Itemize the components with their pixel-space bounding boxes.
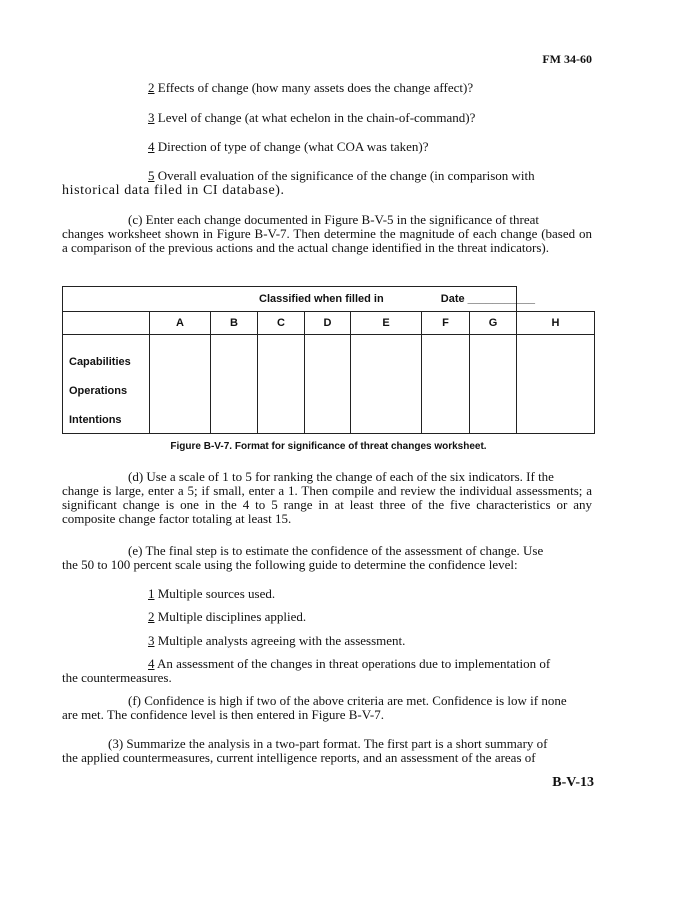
row-label-capabilities: Capabilities xyxy=(69,356,131,368)
significance-worksheet xyxy=(62,286,595,434)
item-text: Direction of type of change (what COA was taken)? xyxy=(157,139,429,154)
date-label: Date ___________ xyxy=(440,293,535,305)
page-number: B-V-13 xyxy=(552,775,594,790)
para-e-first-line: (e) The final step is to estimate the confidence of the assessment of change. Use xyxy=(128,543,544,558)
entry-cell xyxy=(258,335,305,434)
item-number: 3 xyxy=(148,633,155,648)
column-header: D xyxy=(305,312,351,335)
item-text: An assessment of the changes in threat operations due to implementation of xyxy=(157,656,551,671)
item-number: 2 xyxy=(148,80,155,95)
item-number: 4 xyxy=(148,139,155,154)
item-text: Multiple sources used. xyxy=(157,586,276,601)
list-item xyxy=(148,168,535,184)
figure-caption: Figure B-V-7. Format for significance of threat changes worksheet. xyxy=(170,441,487,452)
item-number: 1 xyxy=(148,586,155,601)
item-text: Level of change (at what echelon in the chain-of-command)? xyxy=(157,110,476,125)
list-item xyxy=(148,80,473,96)
para-d-first-line: (d) Use a scale of 1 to 5 for ranking the change of each of the six indicators. If the xyxy=(128,469,554,484)
list-item xyxy=(148,656,550,672)
column-header: B xyxy=(211,312,258,335)
manual-number: FM 34-60 xyxy=(542,52,592,66)
item-continuation: the countermeasures. xyxy=(62,670,172,685)
row-labels-cell xyxy=(63,335,150,434)
column-header: H xyxy=(517,312,595,335)
para-3-body: the applied countermeasures, current intelligence reports, and an assessment of the areas of xyxy=(62,750,536,765)
item-text: Overall evaluation of the significance of the change (in comparison with xyxy=(157,168,535,183)
list-item xyxy=(148,110,475,126)
entry-cell xyxy=(211,335,258,434)
row-label-header xyxy=(63,312,150,335)
entry-cell xyxy=(422,335,470,434)
item-number: 5 xyxy=(148,168,155,183)
column-header: A xyxy=(150,312,211,335)
para-d-body: change is large, enter a 5; if small, enter a 1. Then compile and review the individual assessments; a significant change is one in the 4 to 5 range in at least three of the five characteristics or any composite change factor totaling at least 15. xyxy=(62,483,592,526)
entry-cell xyxy=(470,335,517,434)
entry-cell xyxy=(305,335,351,434)
row-label-operations: Operations xyxy=(69,385,128,397)
item-text: Effects of change (how many assets does the change affect)? xyxy=(157,80,474,95)
list-item xyxy=(148,139,429,155)
item-number: 4 xyxy=(148,656,155,671)
column-header: G xyxy=(470,312,517,335)
item-text: Multiple analysts agreeing with the assessment. xyxy=(157,633,406,648)
list-item xyxy=(148,633,405,649)
item-continuation: historical data filed in CI database). xyxy=(62,183,285,198)
para-c-first-line: (c) Enter each change documented in Figure B-V-5 in the significance of threat xyxy=(128,212,540,227)
row-label-intentions: Intentions xyxy=(69,414,122,426)
item-text: Multiple disciplines applied. xyxy=(157,609,307,624)
list-item xyxy=(148,609,306,625)
para-3-first-line: (3) Summarize the analysis in a two-part format. The first part is a short summary of xyxy=(108,736,548,751)
para-f-first-line: (f) Confidence is high if two of the above criteria are met. Confidence is low if none xyxy=(128,693,567,708)
entry-cell xyxy=(517,335,595,434)
classified-label: Classified when filled in xyxy=(259,293,384,305)
worksheet-header-cell xyxy=(63,287,535,312)
para-f-body: are met. The confidence level is then entered in Figure B-V-7. xyxy=(62,707,385,722)
item-number: 2 xyxy=(148,609,155,624)
entry-cell xyxy=(150,335,211,434)
para-e-body: the 50 to 100 percent scale using the following guide to determine the confidence level: xyxy=(62,557,518,572)
column-header: E xyxy=(351,312,422,335)
item-number: 3 xyxy=(148,110,155,125)
entry-cell xyxy=(351,335,422,434)
column-header: F xyxy=(422,312,470,335)
column-header: C xyxy=(258,312,305,335)
para-c-body: changes worksheet shown in Figure B-V-7. Then determine the magnitude of each change (based on a comparison of the previous actions and the actual change identified in the threat indicators). xyxy=(62,226,592,255)
list-item xyxy=(148,586,275,602)
